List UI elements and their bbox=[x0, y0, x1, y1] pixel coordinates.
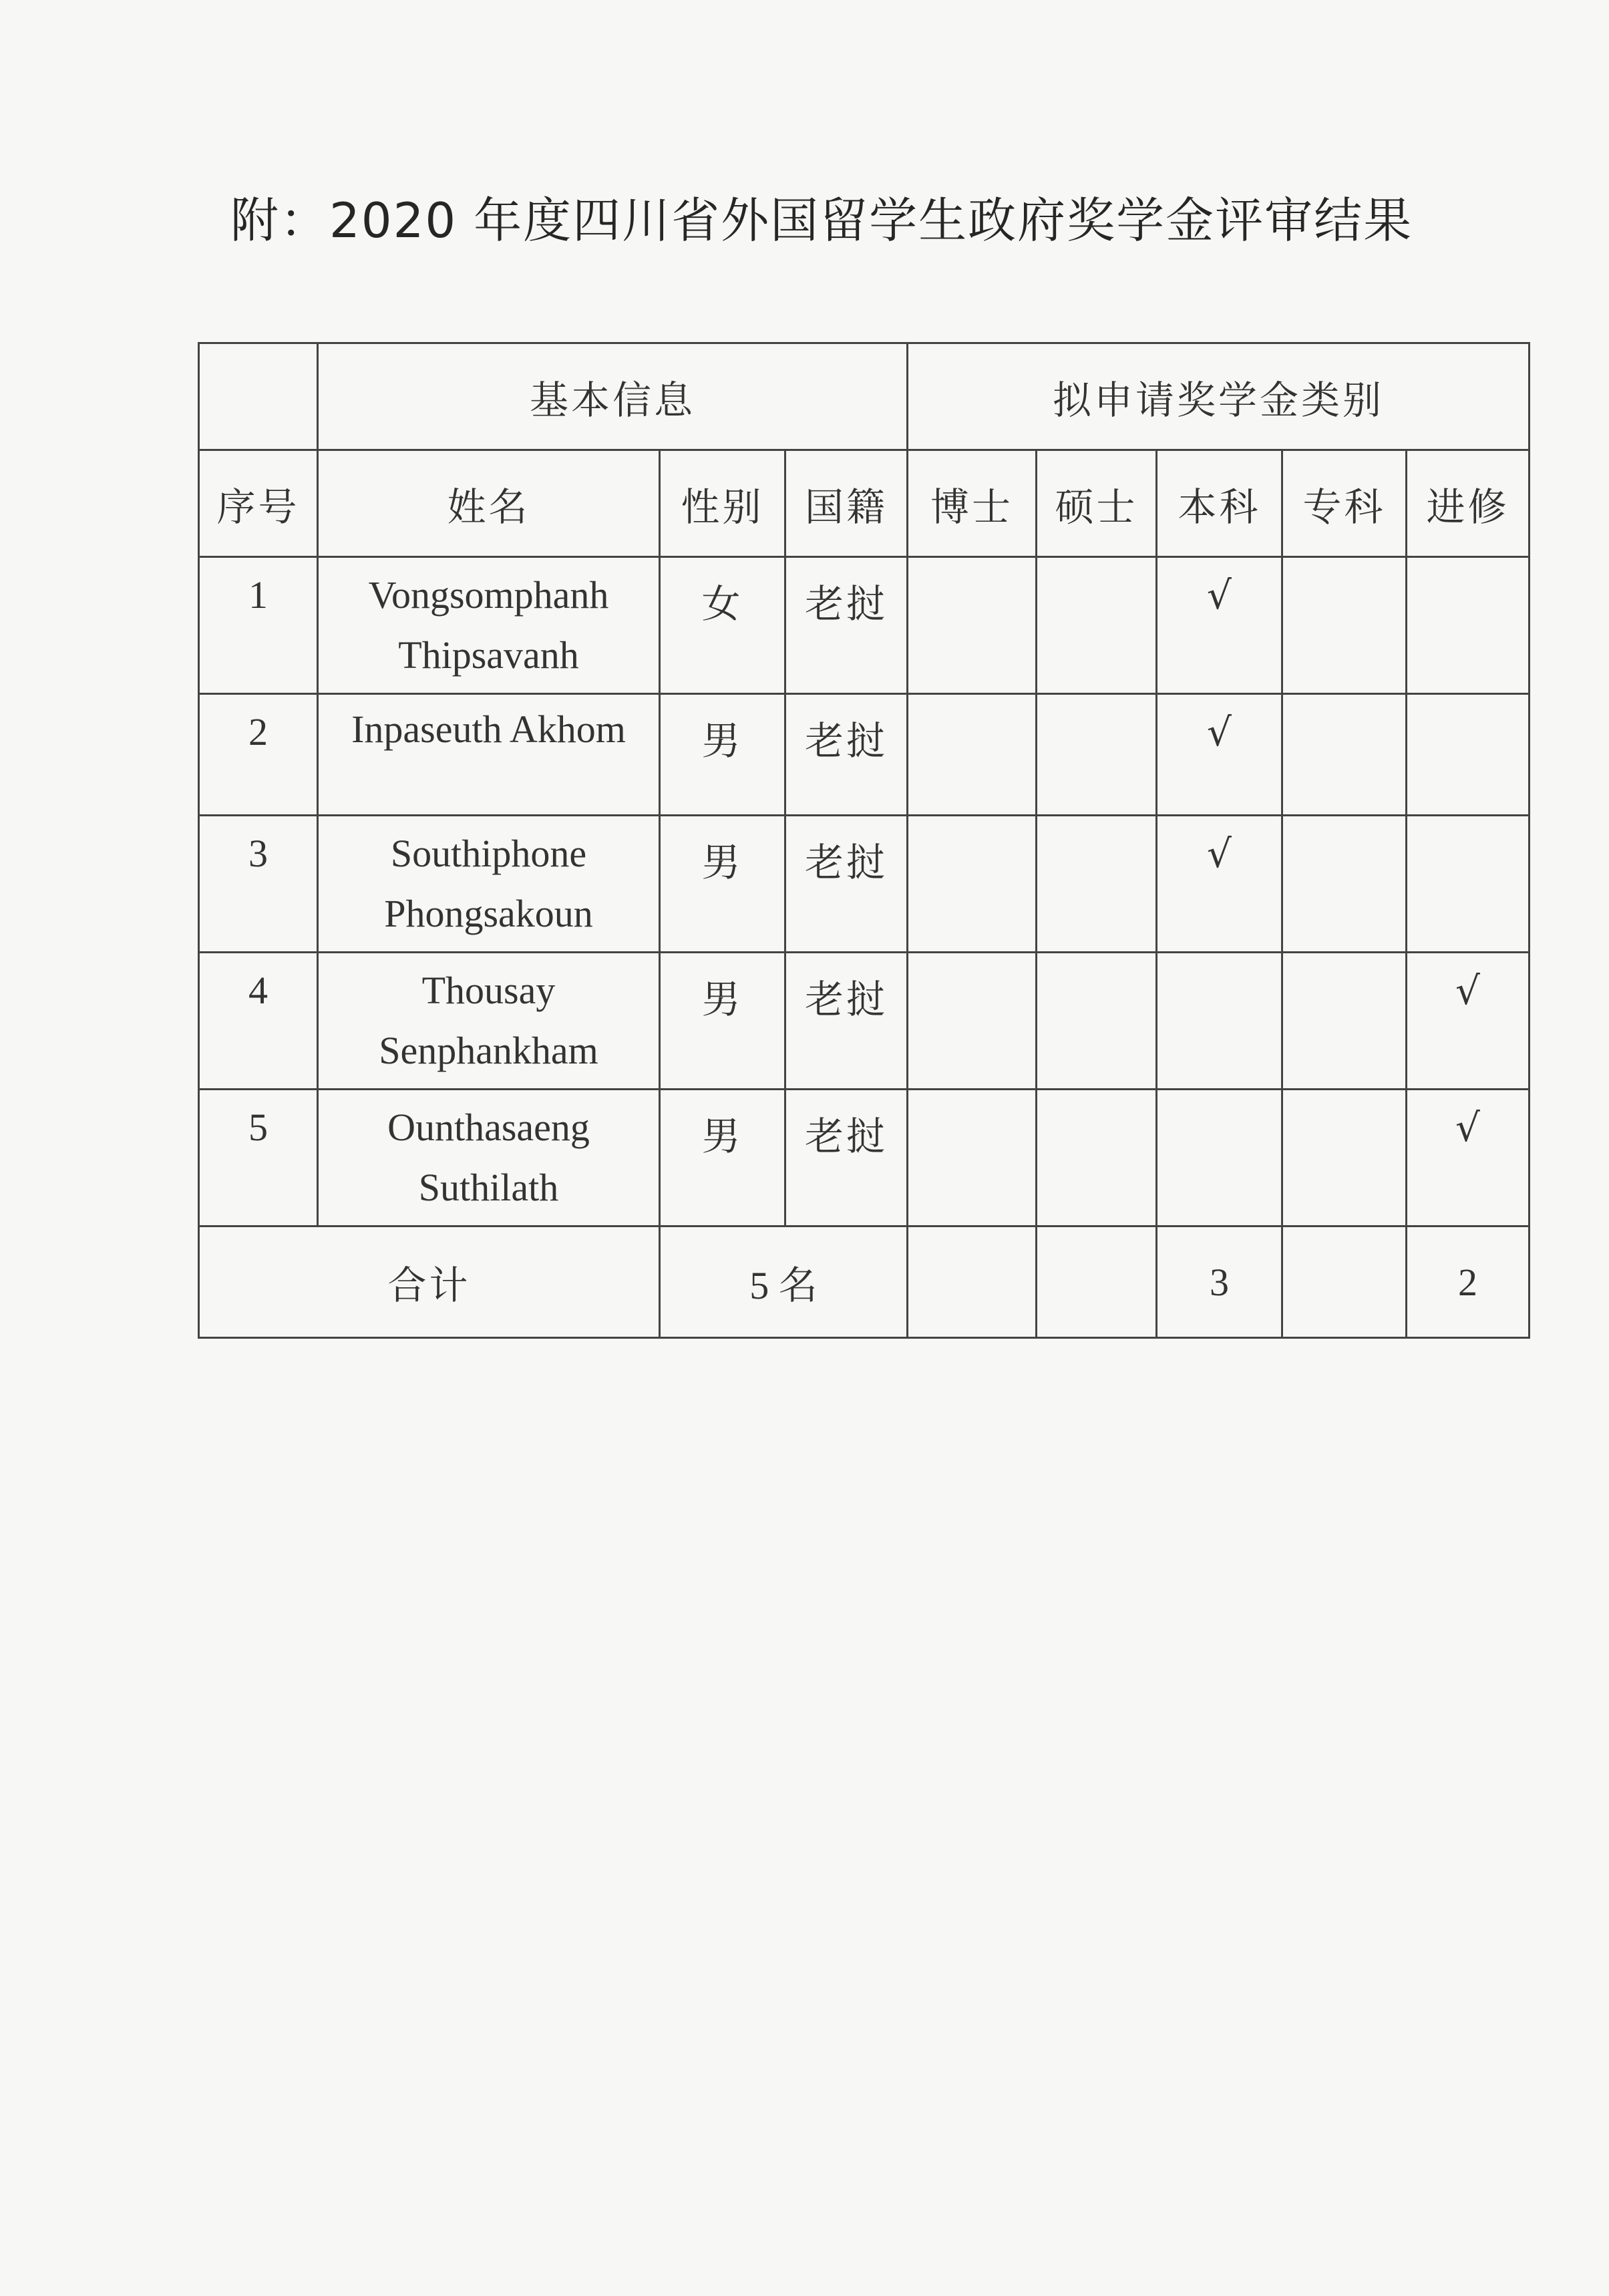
total-master bbox=[1037, 1226, 1157, 1338]
group-header-basic-info: 基本信息 bbox=[318, 343, 908, 450]
row-name-line2: Suthilath bbox=[418, 1166, 559, 1209]
row-junior-college bbox=[1282, 816, 1407, 953]
column-header-gender: 性别 bbox=[660, 450, 785, 557]
row-junior-college bbox=[1282, 694, 1407, 816]
row-phd bbox=[908, 953, 1037, 1090]
row-advanced-study bbox=[1407, 694, 1530, 816]
table-row bbox=[199, 816, 1530, 953]
row-name-line1: Ounthasaeng bbox=[387, 1106, 590, 1149]
row-index: 4 bbox=[199, 953, 318, 1090]
row-nationality: 老挝 bbox=[785, 557, 908, 694]
row-gender: 男 bbox=[660, 953, 785, 1090]
row-junior-college bbox=[1282, 953, 1407, 1090]
table-row bbox=[199, 1090, 1530, 1226]
total-label: 合计 bbox=[199, 1226, 660, 1338]
row-name bbox=[318, 953, 660, 1090]
table-row bbox=[199, 953, 1530, 1090]
row-index: 5 bbox=[199, 1090, 318, 1226]
row-index: 1 bbox=[199, 557, 318, 694]
row-advanced-study bbox=[1407, 557, 1530, 694]
total-count: 5 名 bbox=[660, 1226, 908, 1338]
row-name bbox=[318, 557, 660, 694]
row-junior-college bbox=[1282, 557, 1407, 694]
row-name-line2: Phongsakoun bbox=[384, 892, 593, 935]
row-nationality: 老挝 bbox=[785, 694, 908, 816]
column-header-name: 姓名 bbox=[318, 450, 660, 557]
total-advanced-study: 2 bbox=[1407, 1226, 1530, 1338]
column-header-index: 序号 bbox=[199, 450, 318, 557]
group-header-scholarship-category: 拟申请奖学金类别 bbox=[908, 343, 1530, 450]
row-gender: 男 bbox=[660, 694, 785, 816]
row-index: 2 bbox=[199, 694, 318, 816]
table-row bbox=[199, 557, 1530, 694]
scholarship-result-table bbox=[198, 342, 1530, 1339]
row-bachelor: √ bbox=[1157, 816, 1282, 953]
row-master bbox=[1037, 1090, 1157, 1226]
row-bachelor: √ bbox=[1157, 557, 1282, 694]
row-name-line1: Southiphone bbox=[390, 832, 587, 875]
row-phd bbox=[908, 557, 1037, 694]
row-index: 3 bbox=[199, 816, 318, 953]
row-bachelor bbox=[1157, 1090, 1282, 1226]
row-name-line2: Thipsavanh bbox=[398, 633, 579, 677]
row-name-line2: Senphankham bbox=[379, 1029, 598, 1072]
row-master bbox=[1037, 953, 1157, 1090]
row-phd bbox=[908, 816, 1037, 953]
row-name bbox=[318, 816, 660, 953]
row-gender: 男 bbox=[660, 1090, 785, 1226]
row-name bbox=[318, 694, 660, 816]
total-row bbox=[199, 1226, 1530, 1338]
group-header-row bbox=[199, 343, 1530, 450]
row-nationality: 老挝 bbox=[785, 1090, 908, 1226]
row-name-line1: Vongsomphanh bbox=[368, 573, 609, 617]
column-header-row bbox=[199, 450, 1530, 557]
column-header-junior-college: 专科 bbox=[1282, 450, 1407, 557]
row-bachelor bbox=[1157, 953, 1282, 1090]
row-master bbox=[1037, 816, 1157, 953]
group-header-empty bbox=[199, 343, 318, 450]
row-gender: 女 bbox=[660, 557, 785, 694]
column-header-advanced-study: 进修 bbox=[1407, 450, 1530, 557]
row-phd bbox=[908, 1090, 1037, 1226]
row-nationality: 老挝 bbox=[785, 953, 908, 1090]
total-phd bbox=[908, 1226, 1037, 1338]
row-master bbox=[1037, 557, 1157, 694]
total-bachelor: 3 bbox=[1157, 1226, 1282, 1338]
row-advanced-study bbox=[1407, 816, 1530, 953]
row-name-line1: Thousay bbox=[421, 969, 556, 1012]
column-header-master: 硕士 bbox=[1037, 450, 1157, 557]
row-name bbox=[318, 1090, 660, 1226]
row-nationality: 老挝 bbox=[785, 816, 908, 953]
total-junior-college bbox=[1282, 1226, 1407, 1338]
column-header-bachelor: 本科 bbox=[1157, 450, 1282, 557]
column-header-nationality: 国籍 bbox=[785, 450, 908, 557]
column-header-phd: 博士 bbox=[908, 450, 1037, 557]
row-advanced-study: √ bbox=[1407, 953, 1530, 1090]
row-bachelor: √ bbox=[1157, 694, 1282, 816]
row-advanced-study: √ bbox=[1407, 1090, 1530, 1226]
row-name-line1: Inpaseuth Akhom bbox=[351, 707, 626, 751]
page-title: 附：2020 年度四川省外国留学生政府奖学金评审结果 bbox=[230, 192, 1413, 249]
row-master bbox=[1037, 694, 1157, 816]
row-phd bbox=[908, 694, 1037, 816]
row-gender: 男 bbox=[660, 816, 785, 953]
table-row bbox=[199, 694, 1530, 816]
row-junior-college bbox=[1282, 1090, 1407, 1226]
